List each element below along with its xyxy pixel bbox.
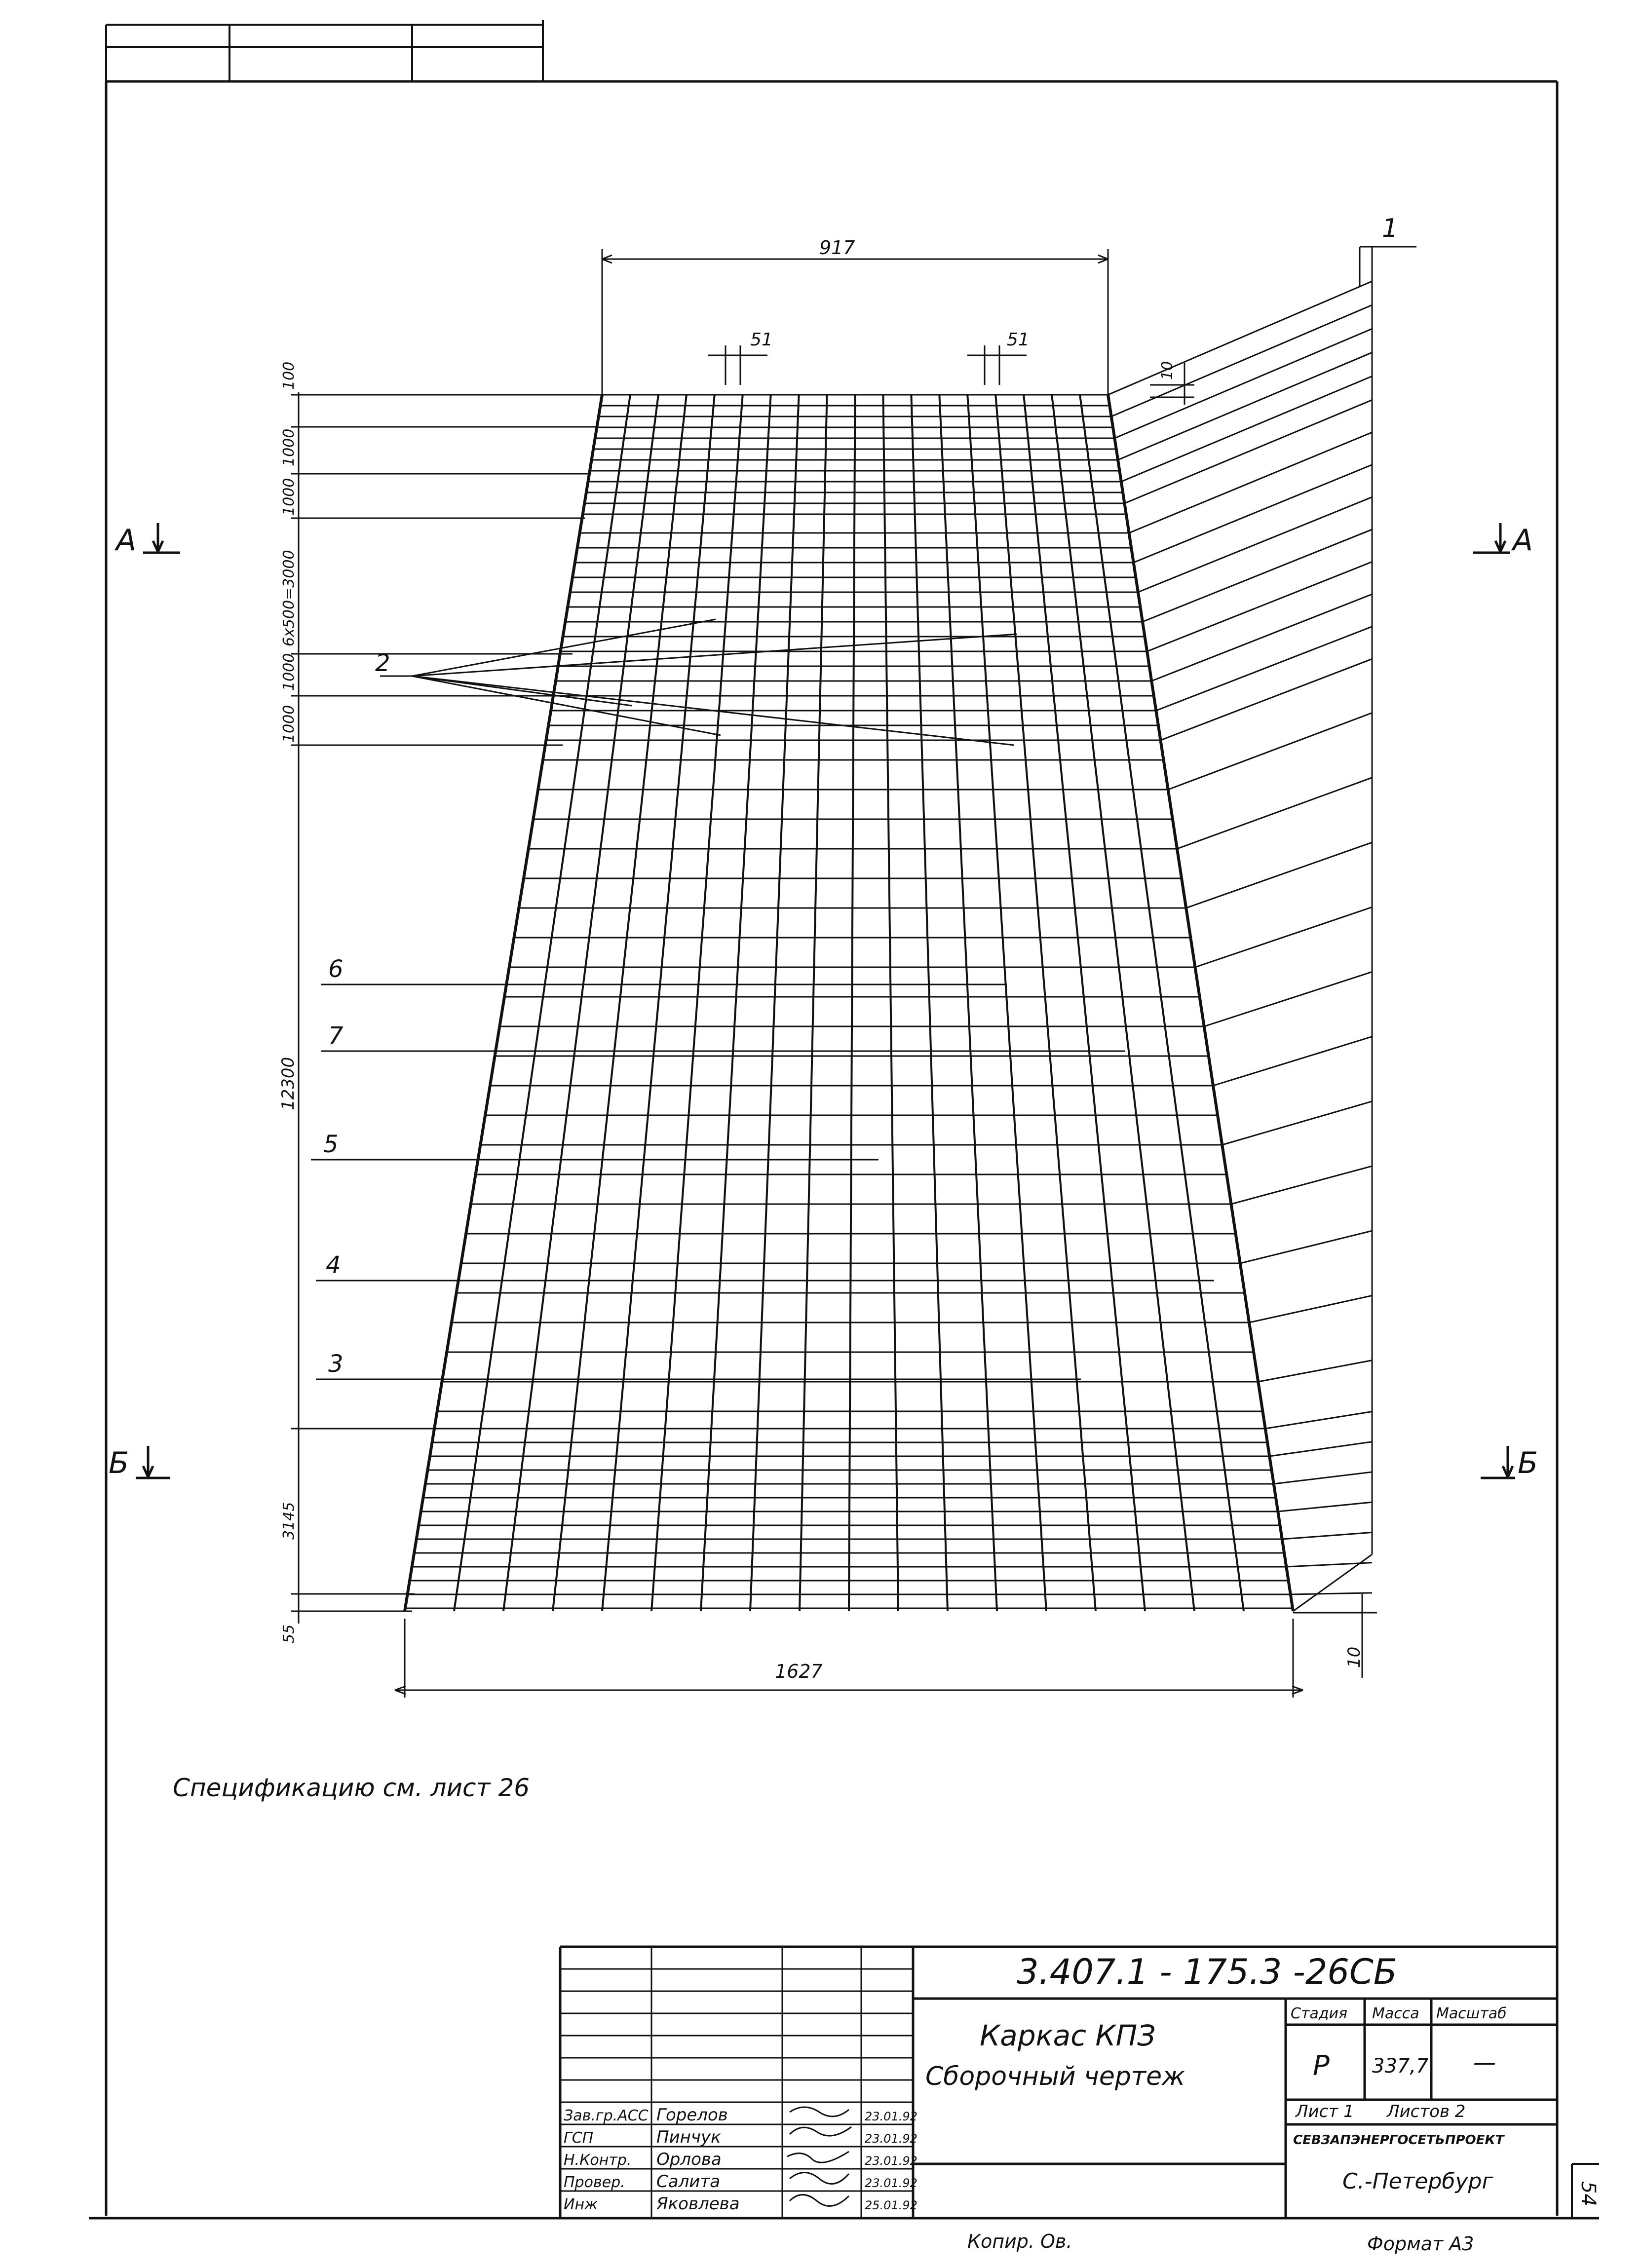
scale-label: Масштаб <box>1436 2005 1507 2022</box>
dim-offset-left: 51 <box>750 330 773 350</box>
signature-role: Провер. <box>564 2174 625 2191</box>
side-projection-line <box>1204 972 1372 1026</box>
top-left-stamp <box>106 20 543 81</box>
dim-3145: 3145 <box>280 1502 298 1540</box>
title-line-1: Каркас КПЗ <box>980 2019 1156 2052</box>
signature-role: Зав.гр.АСС <box>564 2107 649 2124</box>
dim-1000-b: 1000 <box>280 478 298 516</box>
dimension-labels <box>278 237 1364 1682</box>
signature-date: 23.01.92 <box>865 2154 917 2168</box>
position-2: 2 <box>375 649 390 677</box>
dim-bottom-tilt: 10 <box>1344 1646 1364 1668</box>
position-4: 4 <box>326 1251 341 1279</box>
side-projection-line <box>1114 329 1372 438</box>
mass-value: 337,7 <box>1372 2055 1429 2078</box>
side-projection-line <box>1124 400 1372 503</box>
copied-note: Копир. Ов. <box>967 2230 1072 2252</box>
side-projection-line <box>1195 907 1372 967</box>
side-projection-line <box>1265 1411 1372 1429</box>
side-projection-line <box>1108 281 1372 395</box>
signature-date: 23.01.92 <box>865 2132 917 2146</box>
side-projection-line <box>1291 1593 1372 1594</box>
signature-name: Яковлева <box>656 2194 740 2214</box>
side-projection-line <box>1118 352 1372 460</box>
signature-name: Салита <box>656 2172 721 2192</box>
section-a-right: А <box>1513 523 1533 558</box>
side-projection-line <box>1258 1361 1372 1382</box>
side-projection-line <box>1249 1295 1372 1323</box>
dim-1000-a: 1000 <box>280 428 298 466</box>
side-projection-line <box>1293 1554 1372 1611</box>
dim-55: 55 <box>280 1624 298 1643</box>
position-7: 7 <box>328 1022 344 1050</box>
position-3: 3 <box>328 1350 344 1378</box>
signature-date: 23.01.92 <box>865 2110 917 2123</box>
mass-label: Масса <box>1372 2005 1419 2022</box>
side-projection-line <box>1121 376 1372 482</box>
stage-label: Стадия <box>1291 2005 1348 2022</box>
signature-name: Горелов <box>656 2105 728 2125</box>
dim-1000-c: 1000 <box>280 653 298 691</box>
section-b-right: Б <box>1518 1446 1538 1480</box>
dim-6x500: 6x500=3000 <box>280 550 298 646</box>
side-projection-line <box>1160 659 1372 740</box>
side-projection-line <box>1177 778 1372 849</box>
dim-tilt: 10 <box>1159 361 1176 380</box>
side-projection-line <box>1282 1532 1372 1539</box>
signature-date: 25.01.92 <box>865 2198 917 2212</box>
frame-mesh <box>405 395 1293 1611</box>
side-projection-line <box>1151 594 1372 681</box>
page-number: 54 <box>1577 2181 1600 2206</box>
section-b-left: Б <box>109 1446 129 1480</box>
position-5: 5 <box>323 1131 339 1158</box>
side-projection-line <box>1138 497 1372 592</box>
organization-name: СЕВЗАПЭНЕРГОСЕТЬПРОЕКТ <box>1293 2133 1504 2148</box>
title-block <box>925 1952 1507 2194</box>
dim-top-width: 917 <box>819 237 855 259</box>
document-code: 3.407.1 - 175.3 -26СБ <box>1017 1952 1397 1992</box>
scale-value: — <box>1473 2049 1496 2076</box>
side-projection-line <box>1156 627 1372 711</box>
city-name: С.-Петербург <box>1342 2169 1493 2194</box>
stage-value: Р <box>1313 2050 1330 2082</box>
mesh-side-projection <box>1108 247 1372 1611</box>
dim-12300: 12300 <box>278 1057 298 1110</box>
sheets-count: Листов 2 <box>1387 2102 1466 2121</box>
format-note: Формат А3 <box>1367 2233 1474 2255</box>
side-projection-line <box>1168 713 1372 790</box>
side-projection-line <box>1129 432 1372 533</box>
signature-role: ГСП <box>564 2129 594 2147</box>
dim-100: 100 <box>280 361 298 390</box>
side-projection-line <box>1186 842 1372 908</box>
signature-date: 23.01.92 <box>865 2176 917 2190</box>
specification-note: Спецификацию см. лист 26 <box>173 1774 530 1802</box>
side-projection-line <box>1269 1442 1372 1456</box>
signature-table <box>564 2105 917 2214</box>
signature-role: Инж <box>564 2196 598 2213</box>
side-projection-line <box>1213 1037 1372 1086</box>
side-projection-line <box>1134 465 1372 563</box>
side-projection-line <box>1231 1166 1372 1204</box>
position-1: 1 <box>1382 214 1399 243</box>
position-leaders <box>311 619 1214 1379</box>
dim-1000-d: 1000 <box>280 705 298 743</box>
title-line-2: Сборочный чертеж <box>925 2062 1185 2091</box>
dim-offset-right: 51 <box>1007 330 1030 350</box>
sheet-number: Лист 1 <box>1296 2102 1354 2121</box>
side-projection-line <box>1111 305 1372 416</box>
dim-bottom-width: 1627 <box>775 1661 823 1682</box>
position-6: 6 <box>328 955 344 983</box>
side-projection-line <box>1274 1472 1372 1484</box>
signature-name: Орлова <box>656 2150 722 2169</box>
signature-role: Н.Контр. <box>564 2152 632 2169</box>
signature-name: Пинчук <box>656 2127 721 2147</box>
section-a-left: А <box>116 523 137 558</box>
side-projection-line <box>1278 1502 1372 1512</box>
side-projection-line <box>1240 1231 1372 1263</box>
side-projection-line <box>1222 1101 1372 1145</box>
